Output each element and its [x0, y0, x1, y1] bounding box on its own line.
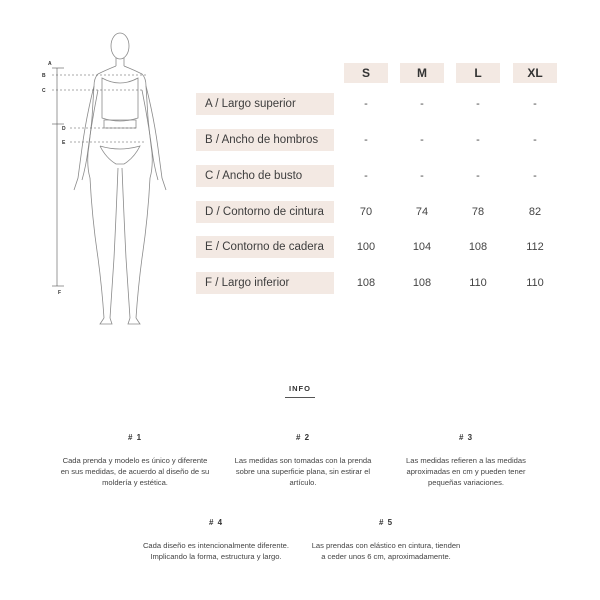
size-header-m: M: [400, 63, 444, 83]
cell-b-l: -: [476, 134, 480, 146]
measure-label-d: D / Contorno de cintura: [196, 201, 334, 223]
info-heading: INFO: [289, 384, 311, 393]
size-header-s: S: [344, 63, 388, 83]
marker-d: D: [62, 126, 66, 132]
note-number-1: # 1: [127, 433, 143, 442]
cell-b-s: -: [364, 134, 368, 146]
cell-f-s: 108: [356, 277, 376, 289]
cell-f-l: 110: [469, 277, 487, 289]
note-text-3: Las medidas refieren a las medidas aproximadas en cm y pueden tener pequeñas variaciones.: [406, 456, 526, 487]
note-text-5: Las prendas con elástico en cintura, tienden a ceder unos 6 cm, aproximadamente.: [311, 541, 461, 561]
mannequin-figure: [30, 28, 190, 328]
cell-b-m: -: [420, 134, 424, 146]
size-header-xl: XL: [513, 63, 557, 83]
cell-e-l: 108: [468, 241, 488, 253]
measure-label-e: E / Contorno de cadera: [196, 236, 334, 258]
cell-d-l: 78: [471, 206, 485, 218]
marker-a: A: [48, 61, 52, 67]
measure-label-b: B / Ancho de hombros: [196, 129, 334, 151]
note-number-4: # 4: [208, 518, 224, 527]
note-text-1: Cada prenda y modelo es único y diferente en sus medidas, de acuerdo al diseño de su moldería y estética.: [60, 456, 210, 487]
cell-d-xl: 82: [528, 206, 542, 218]
cell-d-s: 70: [359, 206, 373, 218]
note-number-3: # 3: [458, 433, 474, 442]
marker-c: C: [42, 88, 46, 94]
cell-c-m: -: [420, 170, 424, 182]
cell-a-m: -: [420, 98, 424, 110]
cell-f-xl: 110: [526, 277, 544, 289]
cell-e-s: 100: [356, 241, 376, 253]
size-header-l: L: [456, 63, 500, 83]
cell-c-l: -: [476, 170, 480, 182]
cell-b-xl: -: [533, 134, 537, 146]
cell-e-xl: 112: [526, 241, 544, 253]
marker-f: F: [58, 290, 62, 296]
note-text-4: Cada diseño es intencionalmente diferente. Implicando la forma, estructura y largo.: [142, 541, 290, 561]
info-divider: [285, 397, 315, 398]
cell-e-m: 104: [412, 241, 432, 253]
note-number-2: # 2: [295, 433, 311, 442]
measure-label-a: A / Largo superior: [196, 93, 334, 115]
cell-a-l: -: [476, 98, 480, 110]
cell-c-xl: -: [533, 170, 537, 182]
cell-a-xl: -: [533, 98, 537, 110]
cell-c-s: -: [364, 170, 368, 182]
cell-a-s: -: [364, 98, 368, 110]
note-text-2: Las medidas son tomadas con la prenda sobre una superficie plana, sin estirar el artículo.: [234, 456, 372, 487]
marker-e: E: [62, 140, 66, 146]
measure-label-f: F / Largo inferior: [196, 272, 334, 294]
marker-b: B: [42, 73, 46, 79]
cell-f-m: 108: [412, 277, 432, 289]
mannequin-illustration: [30, 28, 190, 328]
measure-label-c: C / Ancho de busto: [196, 165, 334, 187]
cell-d-m: 74: [415, 206, 429, 218]
note-number-5: # 5: [378, 518, 394, 527]
